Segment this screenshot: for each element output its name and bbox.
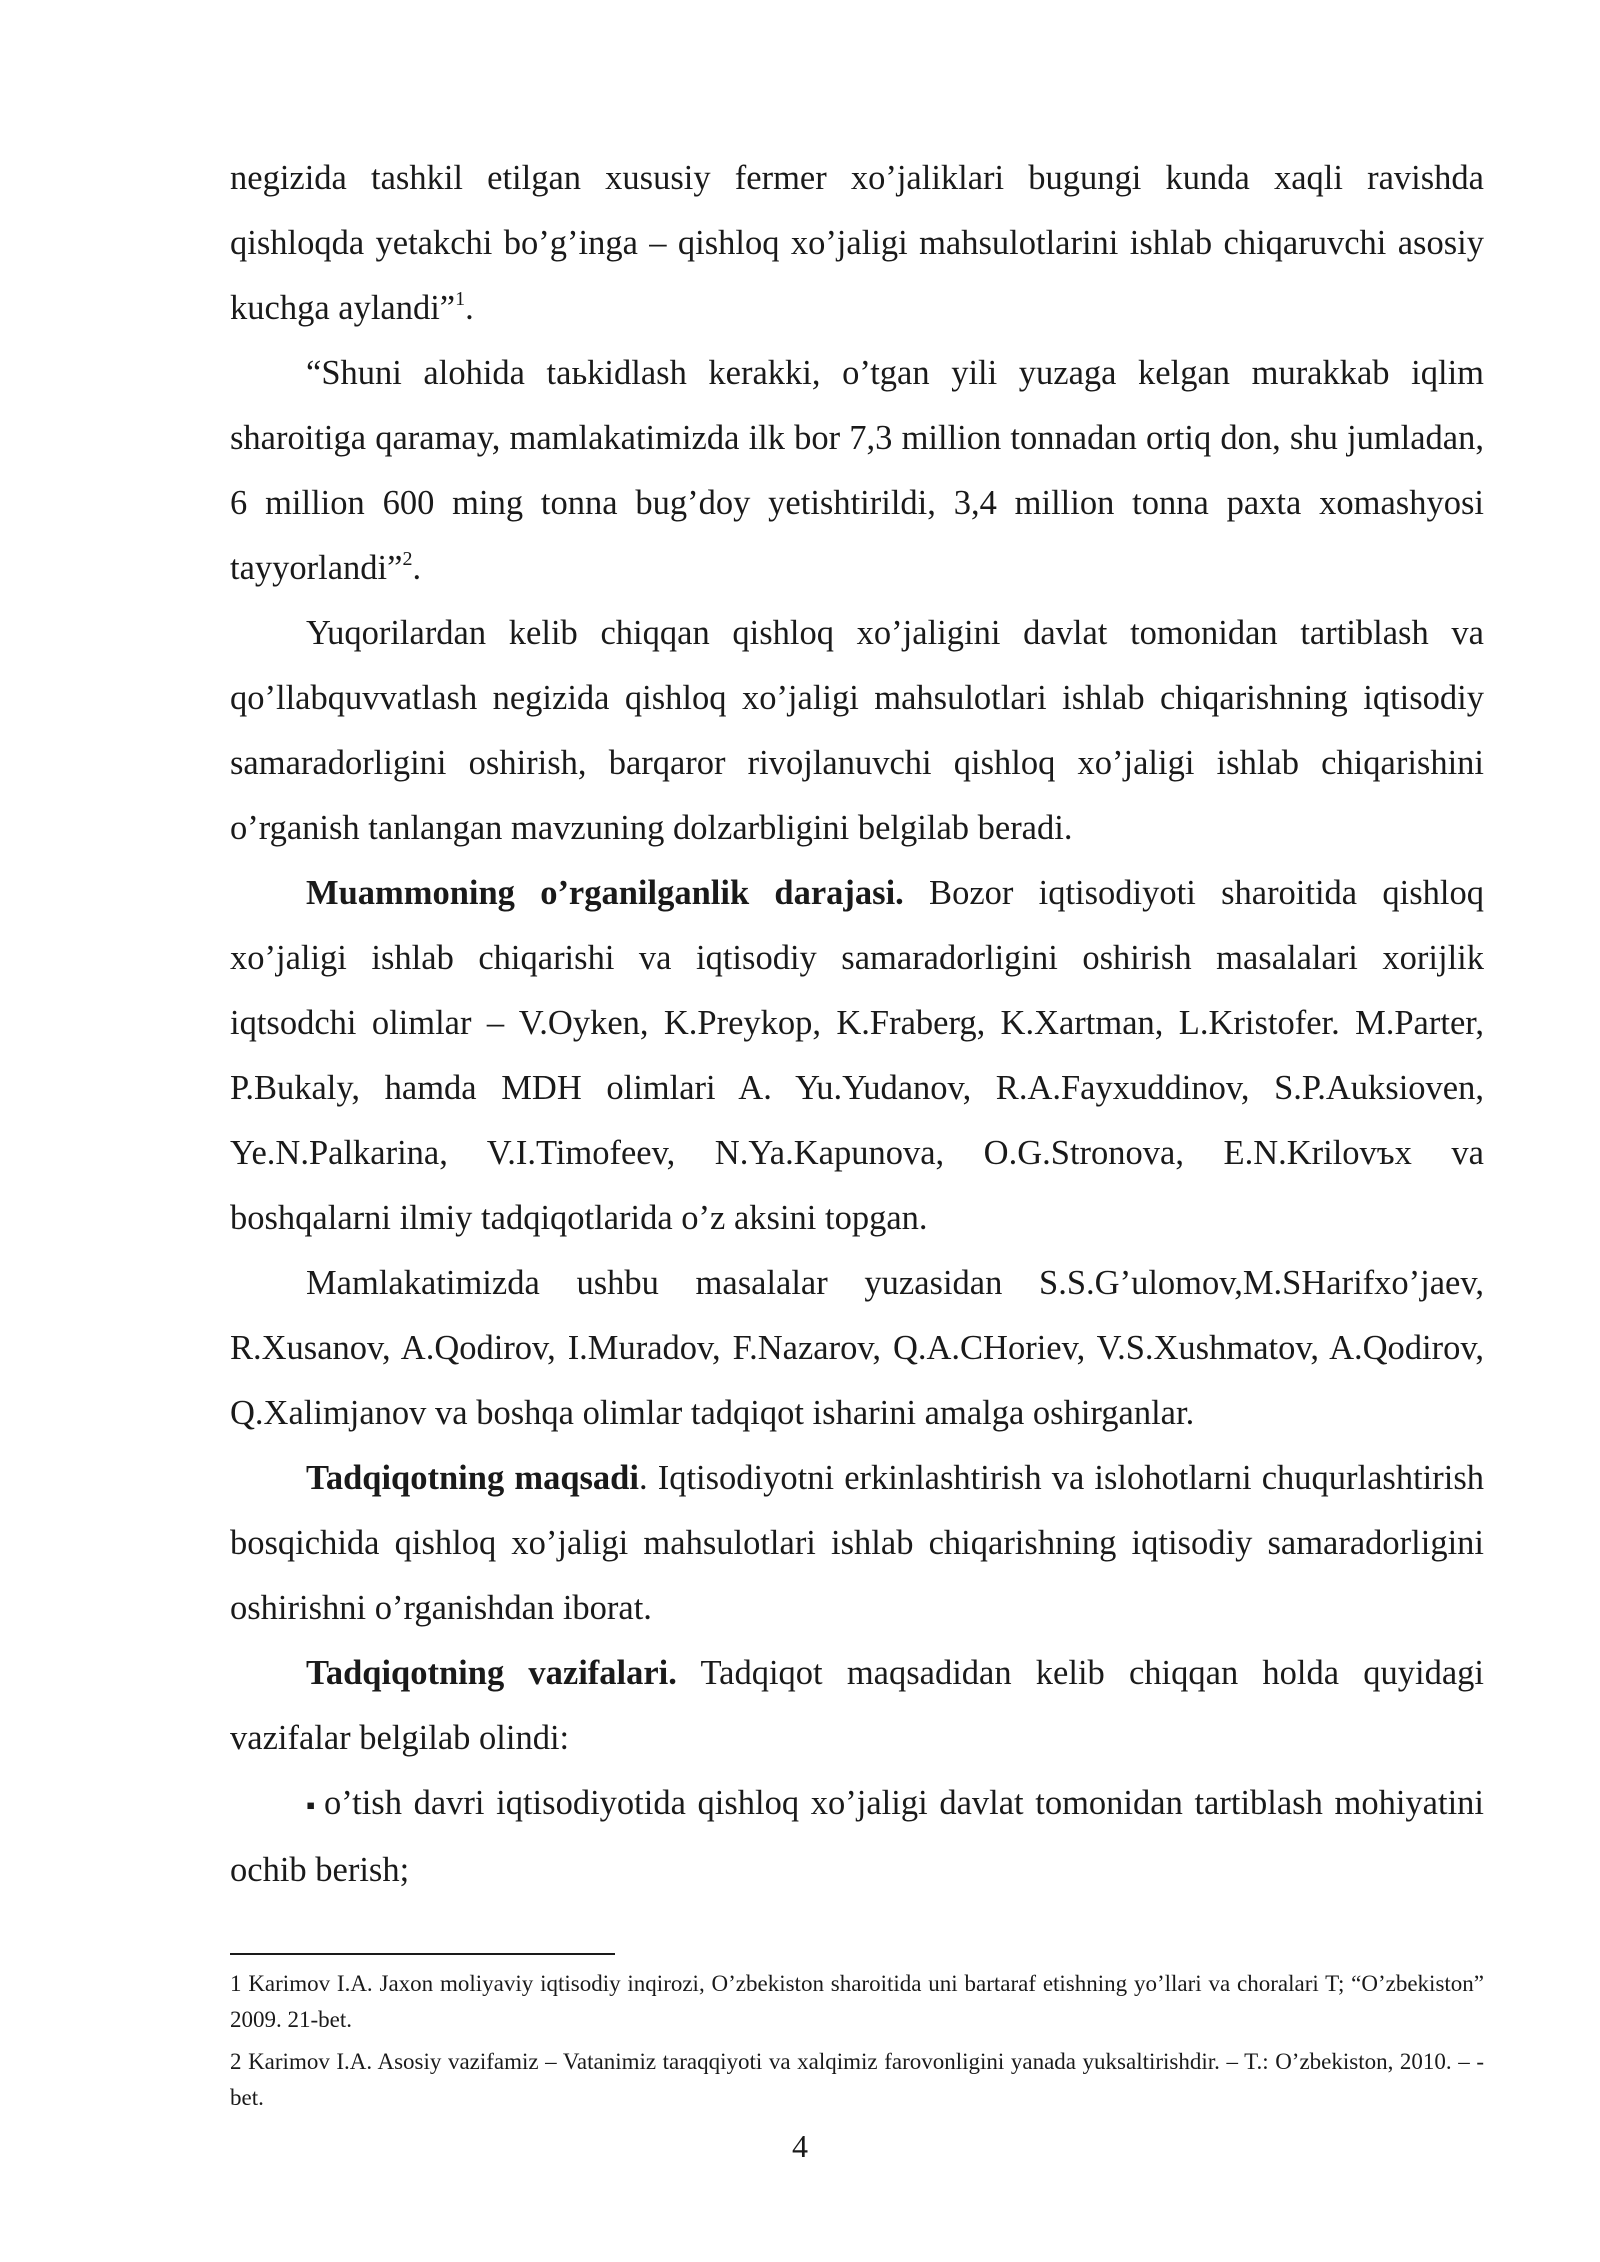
footnote-separator bbox=[230, 1953, 615, 1955]
bullet-text: o’tish davri iqtisodiyotida qishloq xo’jaligi davlat tomonidan tartiblash mohiyatini ochib berish; bbox=[230, 1784, 1484, 1889]
footnote-1: 1 Karimov I.A. Jaxon moliyaviy iqtisodiy inqirozi, O’zbekiston sharoitida uni bartaraf etishning yo’llari va choralari T; “O’zbekiston” 2009. 21-bet. bbox=[230, 1971, 1484, 2032]
footnote-2: 2 Karimov I.A. Asosiy vazifamiz – Vatanimiz taraqqiyoti va xalqimiz farovonligini yanada yuksaltirishdir. – T.: O’zbekiston, 2010. – -bet. bbox=[230, 2049, 1484, 2110]
paragraph-text: . Iqtisodiyotni erkinlashtirish va islohotlarni chuqurlashtirish bosqichida qishloq xo’jaligi mahsulotlari ishlab chiqarishning iqtisodiy samaradorligini oshirishni o’rganishdan iborat. bbox=[230, 1459, 1484, 1627]
paragraph-text: “Shuni alohida taьkidlash kerakki, o’tgan yili yuzaga kelgan murakkab iqlim sharoitiga qaramay, mamlakatimizda ilk bor 7,3 million tonnadan ortiq don, shu jumladan, 6 million 600 ming tonna bug’doy yetishtirildi, 3,4 million tonna paxta xomashyosi tayyorlandi” bbox=[230, 354, 1484, 587]
footnote-ref-2[interactable]: 2 bbox=[402, 547, 413, 570]
paragraph-research-tasks bbox=[230, 1641, 1484, 1771]
footnote-ref-1[interactable]: 1 bbox=[455, 287, 466, 310]
page-number: 4 bbox=[792, 2128, 808, 2164]
paragraph-research-level bbox=[230, 861, 1484, 1251]
bullet-square-icon: ▪ bbox=[306, 1791, 316, 1820]
section-heading: Muammoning o’rganilganlik darajasi. bbox=[306, 874, 904, 912]
paragraph-continuation bbox=[230, 146, 1484, 341]
paragraph-text: Tadqiqot maqsadidan kelib chiqqan holda quyidagi vazifalar belgilab olindi: bbox=[230, 1654, 1484, 1757]
document-page bbox=[230, 146, 1484, 1903]
paragraph-relevance: Yuqorilardan kelib chiqqan qishloq xo’jaligini davlat tomonidan tartiblash va qo’llabquvvatlash negizida qishloq xo’jaligi mahsulotlari ishlab chiqarishning iqtisodiy samaradorligini oshirish, barqaror rivojlanuvchi qishloq xo’jaligi ishlab chiqarishini o’rganish tanlangan mavzuning dolzarbligini belgilab beradi. bbox=[230, 614, 1484, 847]
paragraph-quote bbox=[230, 341, 1484, 601]
paragraph-end: . bbox=[465, 289, 474, 327]
section-heading: Tadqiqotning vazifalari. bbox=[306, 1654, 677, 1692]
paragraph-text: Bozor iqtisodiyoti sharoitida qishloq xo’jaligi ishlab chiqarishi va iqtisodiy samaradorligini oshirish masalalari xorijlik iqtsodchi olimlar – V.Oyken, K.Preykop, K.Fraberg, K.Xartman, L.Kristofer. M.Parter, P.Bukaly, hamda MDH olimlari A. Yu.Yudanov, R.A.Fayxuddinov, S.P.Auksioven, Ye.N.Palkarina, V.I.Timofeev, N.Ya.Kapunova, O.G.Stronova, E.N.Krilovъx va boshqalarni ilmiy tadqiqotlarida o’z aksini topgan. bbox=[230, 874, 1484, 1237]
paragraph-research-goal bbox=[230, 1446, 1484, 1641]
paragraph-local-scholars: Mamlakatimizda ushbu masalalar yuzasidan S.S.G’ulomov,M.SHarifxo’jaev, R.Xusanov, A.Qodirov, I.Muradov, F.Nazarov, Q.A.CHoriev, V.S.Xushmatov, A.Qodirov, Q.Xalimjanov va boshqa olimlar tadqiqot isharini amalga oshirganlar. bbox=[230, 1264, 1484, 1432]
section-heading: Tadqiqotning maqsadi bbox=[306, 1459, 639, 1497]
footnotes bbox=[230, 1966, 1484, 2122]
bullet-item bbox=[230, 1771, 1484, 1903]
paragraph-end: . bbox=[412, 549, 422, 587]
paragraph-text: negizida tashkil etilgan xususiy fermer xo’jaliklari bugungi kunda xaqli ravishda qishloqda yetakchi bo’g’inga – qishloq xo’jaligi mahsulotlarini ishlab chiqaruvchi asosiy kuchga aylandi” bbox=[230, 159, 1484, 327]
